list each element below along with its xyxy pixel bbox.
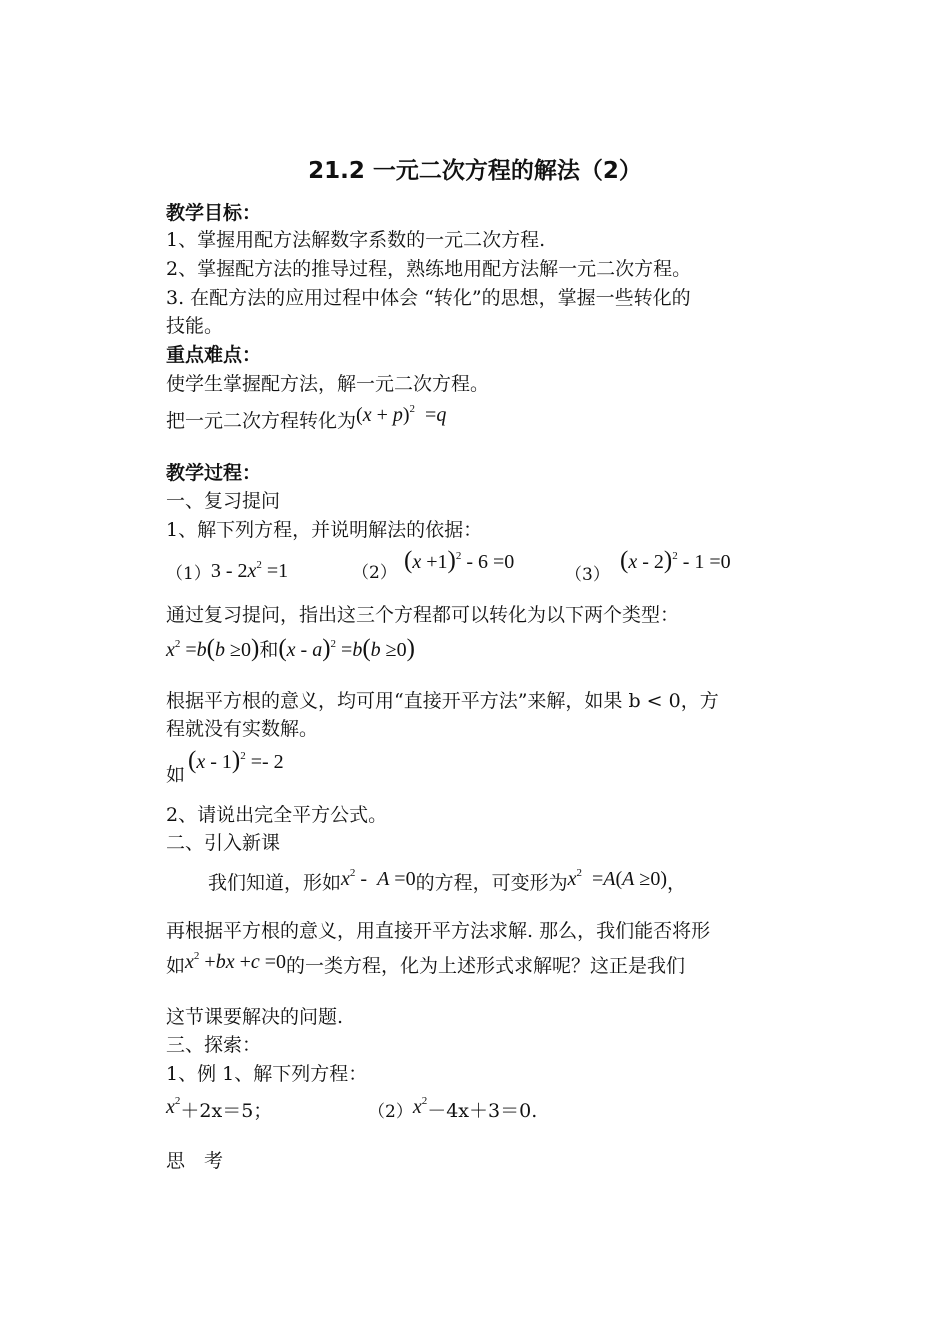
paragraph-2: 再根据平方根的意义，用直接开平方法求解. 那么，我们能否将形 bbox=[166, 920, 711, 942]
objective-item-2: 2、掌握配方法的推导过程，熟练地用配方法解一元二次方程。 bbox=[166, 258, 692, 280]
example-1b-label: （2） bbox=[368, 1102, 413, 1122]
type-2: (x - a)$^2$ =b(b ≥0) bbox=[278, 635, 415, 662]
example-1a-x2: $x^2$ bbox=[166, 1095, 181, 1118]
example-1b-x2: $x^2$ bbox=[412, 1095, 428, 1118]
equation-3-group bbox=[565, 562, 610, 588]
paragraph-3-b: 的一类方程，化为上述形式求解呢？这正是我们 bbox=[286, 955, 686, 977]
equation-label-1: （1） bbox=[166, 564, 211, 584]
equation-label-3: （3） bbox=[565, 565, 610, 585]
summary-text: 通过复习提问，指出这三个方程都可以转化为以下两个类型： bbox=[166, 604, 680, 626]
new-lesson-heading: 二、引入新课 bbox=[166, 832, 281, 854]
equation-1: $3 - 2x^2 =1$ bbox=[210, 559, 289, 582]
and-text: 和 bbox=[259, 639, 279, 661]
equation-row bbox=[166, 560, 288, 587]
formula-x2-equals-a: $x^2 =A(A \ge 0)$ bbox=[567, 867, 668, 890]
sqrt-meaning-line-1: 根据平方根的意义，均可用“直接开平方法”来解，如果 b < 0，方 bbox=[166, 690, 719, 712]
question-1: 1、解下列方程，并说明解法的依据： bbox=[166, 519, 483, 541]
example-1b-tail: －4x＋3＝0. bbox=[427, 1100, 538, 1122]
formula-complete-square: $(x + p)^2 =q$ bbox=[356, 403, 447, 426]
objective-item-3: 3. 在配方法的应用过程中体会 “转化”的思想，掌握一些转化的 bbox=[166, 287, 691, 309]
example-equation: (x - 1)$^2$ =- 2 bbox=[188, 747, 284, 774]
equation-3: (x - 2)$^2$ - 1 =0 bbox=[620, 547, 731, 574]
think-heading: 思 考 bbox=[166, 1150, 224, 1172]
formula-general-quadratic: $x^2 +bx +c =0$ bbox=[185, 950, 287, 973]
formula-x2-minus-a: $x^2 - A =0$ bbox=[341, 867, 416, 890]
question-2: 2、请说出完全平方公式。 bbox=[166, 804, 388, 826]
paragraph-1-c: ， bbox=[667, 872, 687, 894]
example-1-heading: 1、例 1、解下列方程： bbox=[166, 1063, 368, 1085]
key-point-line-2-text: 把一元二次方程转化为 bbox=[166, 410, 357, 432]
example-1b bbox=[368, 1095, 538, 1125]
process-heading: 教学过程： bbox=[166, 462, 262, 484]
example-1a-tail: ＋2x＝5； bbox=[180, 1100, 273, 1122]
objectives-heading: 教学目标： bbox=[166, 202, 262, 224]
objective-item-3-cont: 技能。 bbox=[166, 315, 224, 337]
example-prefix: 如 bbox=[166, 764, 186, 786]
paragraph-3-a: 如 bbox=[166, 955, 186, 977]
page-title: 21.2 一元二次方程的解法（2） bbox=[308, 158, 642, 184]
explore-heading: 三、探索： bbox=[166, 1034, 262, 1056]
review-heading: 一、复习提问 bbox=[166, 490, 281, 512]
paragraph-1-b: 的方程，可变形为 bbox=[415, 872, 568, 894]
key-points-heading: 重点难点： bbox=[166, 344, 262, 366]
equation-2-group bbox=[352, 560, 397, 586]
paragraph-1 bbox=[208, 867, 687, 896]
paragraph-1-a: 我们知道，形如 bbox=[208, 872, 342, 894]
equation-label-2: （2） bbox=[352, 563, 397, 583]
equation-2: $(x +1)^2 - 6 =0$ bbox=[404, 547, 515, 574]
key-point-line-2 bbox=[166, 403, 447, 434]
key-point-line-1: 使学生掌握配方法，解一元二次方程。 bbox=[166, 373, 490, 395]
objective-item-1: 1、掌握用配方法解数字系数的一元二次方程. bbox=[166, 229, 546, 251]
type-1: $x^2 =b(b \ge 0)$ bbox=[166, 635, 260, 662]
equation-types bbox=[166, 636, 415, 663]
paragraph-4: 这节课要解决的问题. bbox=[166, 1006, 344, 1028]
example-1a bbox=[166, 1095, 273, 1124]
paragraph-3 bbox=[166, 950, 686, 979]
sqrt-meaning-line-2: 程就没有实数解。 bbox=[166, 718, 319, 740]
